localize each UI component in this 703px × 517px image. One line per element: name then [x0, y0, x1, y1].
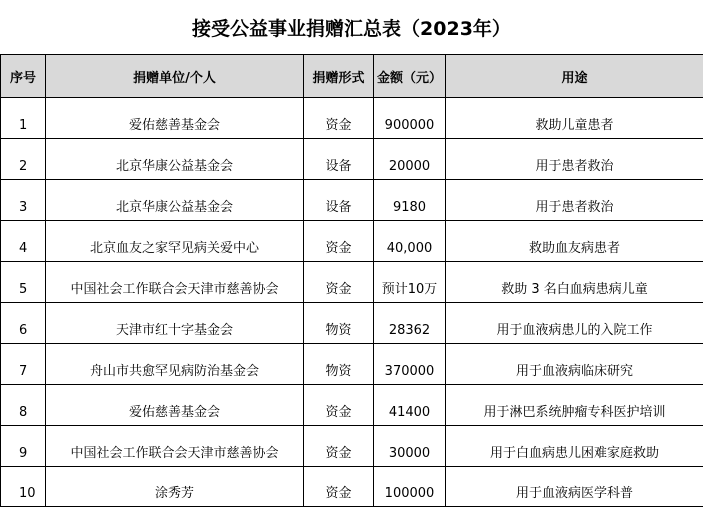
cell-index[interactable]: 8: [1, 385, 46, 426]
cell-index[interactable]: 1: [1, 98, 46, 139]
cell-amount[interactable]: 28362: [374, 303, 446, 344]
cell-purpose[interactable]: 用于淋巴系统肿瘤专科医护培训: [446, 385, 703, 426]
cell-amount[interactable]: 20000: [374, 139, 446, 180]
sheet-title: 接受公益事业捐赠汇总表（2023年）: [192, 17, 511, 40]
header-index[interactable]: 序号: [1, 55, 46, 98]
cell-purpose[interactable]: 用于患者救治: [446, 180, 703, 221]
cell-form[interactable]: 资金: [304, 262, 374, 303]
cell-donor[interactable]: 北京华康公益基金会: [46, 180, 304, 221]
cell-amount[interactable]: 预计10万: [374, 262, 446, 303]
cell-donor[interactable]: 北京华康公益基金会: [46, 139, 304, 180]
cell-donor[interactable]: 中国社会工作联合会天津市慈善协会: [46, 426, 304, 467]
header-purpose[interactable]: 用途: [446, 55, 703, 98]
cell-index[interactable]: 5: [1, 262, 46, 303]
cell-purpose[interactable]: 用于白血病患儿困难家庭救助: [446, 426, 703, 467]
cell-index[interactable]: 3: [1, 180, 46, 221]
cell-amount[interactable]: 370000: [374, 344, 446, 385]
cell-form[interactable]: 资金: [304, 385, 374, 426]
cell-form[interactable]: 设备: [304, 139, 374, 180]
donation-table: [0, 54, 703, 507]
cell-form[interactable]: 资金: [304, 426, 374, 467]
cell-index[interactable]: 9: [1, 426, 46, 467]
header-donor[interactable]: 捐赠单位/个人: [46, 55, 304, 98]
cell-amount[interactable]: 9180: [374, 180, 446, 221]
table-row: [1, 426, 703, 467]
header-amount[interactable]: 金额（元）: [374, 55, 446, 98]
cell-purpose[interactable]: 用于血液病医学科普: [446, 467, 703, 507]
cell-amount[interactable]: 900000: [374, 98, 446, 139]
cell-index[interactable]: 7: [1, 344, 46, 385]
table-row: [1, 303, 703, 344]
table-row: [1, 262, 703, 303]
cell-donor[interactable]: 爱佑慈善基金会: [46, 385, 304, 426]
cell-index[interactable]: 6: [1, 303, 46, 344]
cell-purpose[interactable]: 救助儿童患者: [446, 98, 703, 139]
cell-donor[interactable]: 爱佑慈善基金会: [46, 98, 304, 139]
cell-amount[interactable]: 41400: [374, 385, 446, 426]
cell-purpose[interactable]: 救助 3 名白血病患病儿童: [446, 262, 703, 303]
cell-form[interactable]: 物资: [304, 344, 374, 385]
cell-form[interactable]: 设备: [304, 180, 374, 221]
cell-amount[interactable]: 100000: [374, 467, 446, 507]
table-row: [1, 98, 703, 139]
cell-form[interactable]: 资金: [304, 98, 374, 139]
cell-purpose[interactable]: 用于血液病临床研究: [446, 344, 703, 385]
cell-donor[interactable]: 北京血友之家罕见病关爱中心: [46, 221, 304, 262]
table-row: [1, 180, 703, 221]
table-row: [1, 139, 703, 180]
cell-index[interactable]: 10: [1, 467, 46, 507]
cell-purpose[interactable]: 用于血液病患儿的入院工作: [446, 303, 703, 344]
cell-purpose[interactable]: 救助血友病患者: [446, 221, 703, 262]
header-row: [1, 55, 703, 98]
cell-index[interactable]: 4: [1, 221, 46, 262]
table-row: [1, 344, 703, 385]
table-row: [1, 221, 703, 262]
cell-form[interactable]: 资金: [304, 221, 374, 262]
cell-form[interactable]: 资金: [304, 467, 374, 507]
cell-donor[interactable]: 天津市红十字基金会: [46, 303, 304, 344]
cell-form[interactable]: 物资: [304, 303, 374, 344]
table-row: [1, 467, 703, 507]
header-form[interactable]: 捐赠形式: [304, 55, 374, 98]
cell-donor[interactable]: 涂秀芳: [46, 467, 304, 507]
table-row: [1, 385, 703, 426]
cell-purpose[interactable]: 用于患者救治: [446, 139, 703, 180]
cell-index[interactable]: 2: [1, 139, 46, 180]
cell-donor[interactable]: 舟山市共愈罕见病防治基金会: [46, 344, 304, 385]
cell-donor[interactable]: 中国社会工作联合会天津市慈善协会: [46, 262, 304, 303]
cell-amount[interactable]: 30000: [374, 426, 446, 467]
cell-amount[interactable]: 40,000: [374, 221, 446, 262]
